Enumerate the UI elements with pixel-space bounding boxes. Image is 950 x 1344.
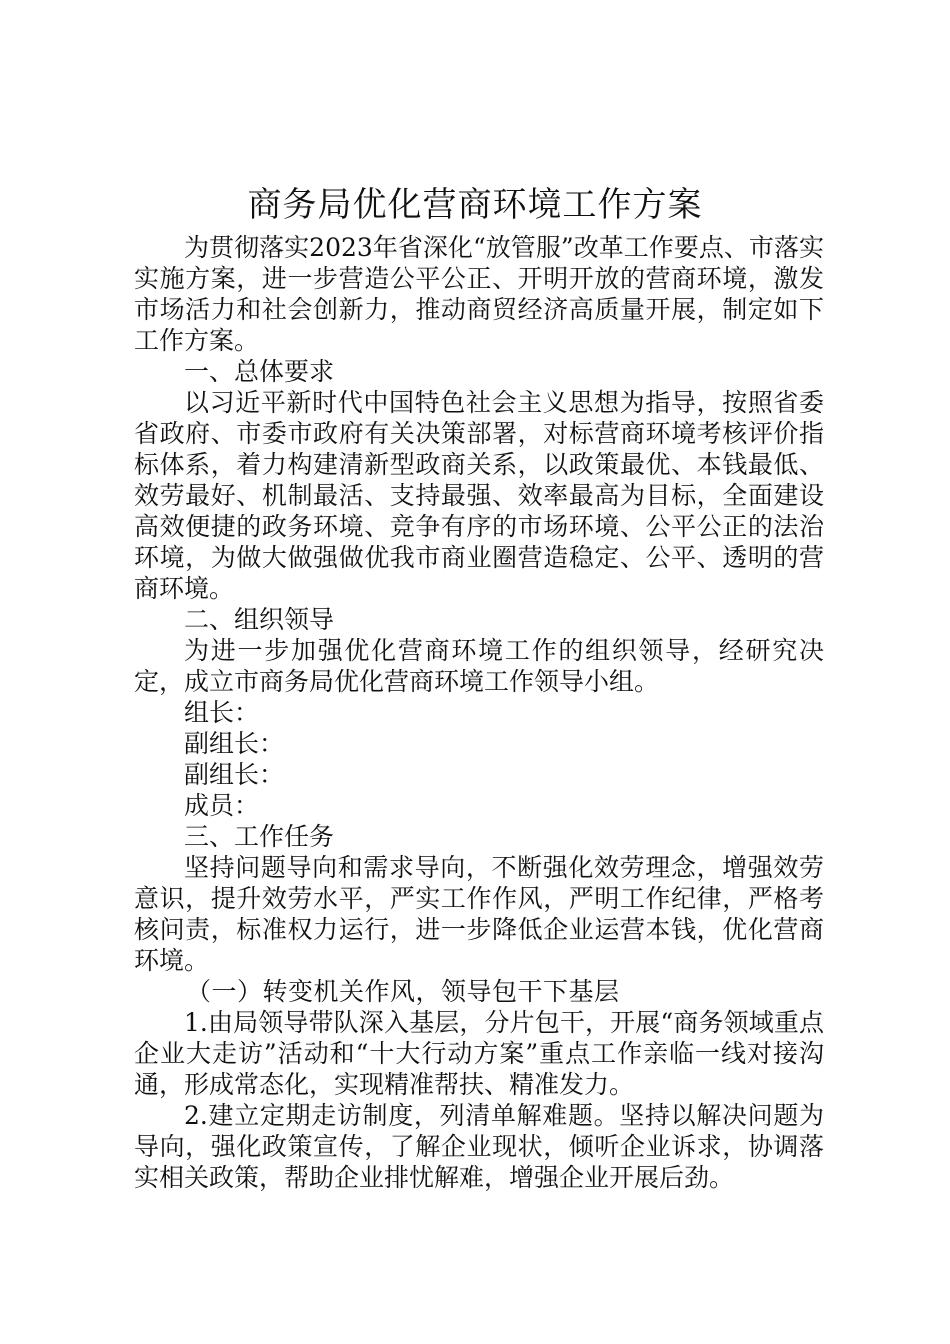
intro-paragraph: 为贯彻落实2023年省深化“放管服”改革工作要点、市落实实施方案，进一步营造公平公正、开明开放的营商环境，激发市场活力和社会创新力，推动商贸经济高质量开展，制定如下工作方案。 <box>134 233 824 355</box>
general-requirements-paragraph: 以习近平新时代中国特色社会主义思想为指导，按照省委省政府、市委市政府有关决策部署，对标营商环境考核评价指标体系，着力构建清新型政商关系，以政策最优、本钱最低、效劳最好、机制最活、支持最强、效率最高为目标，全面建设高效便捷的政务环境、竞争有序的市场环境、公平公正的法治环境，为做大做强做优我市商业圈营造稳定、公平、透明的营商环境。 <box>134 388 824 603</box>
section-heading-2: 二、组织领导 <box>184 605 335 634</box>
document-body <box>134 232 824 1193</box>
subsection-heading-1: （一）转变机关作风，领导包干下基层 <box>186 977 620 1006</box>
organization-paragraph: 为进一步加强优化营商环境工作的组织领导，经研究决定，成立市商务局优化营商环境工作领导小组。 <box>134 636 824 696</box>
members-label: 成员： <box>184 791 260 820</box>
leader-label: 组长： <box>184 698 260 727</box>
task-item-1: 1.由局领导带队深入基层，分片包干，开展“商务领域重点企业大走访”活动和“十大行动方案”重点工作亲临一线对接沟通，形成常态化，实现精准帮扶、精准发力。 <box>134 1008 824 1099</box>
task-item-2: 2.建立定期走访制度，列清单解难题。坚持以解决问题为导向，强化政策宣传，了解企业现状，倾听企业诉求，协调落实相关政策，帮助企业排忧解难，增强企业开展后劲。 <box>134 1101 824 1192</box>
section-heading-1: 一、总体要求 <box>184 357 335 386</box>
document-title: 商务局优化营商环境工作方案 <box>247 185 703 225</box>
tasks-paragraph: 坚持问题导向和需求导向，不断强化效劳理念，增强效劳意识，提升效劳水平，严实工作作风，严明工作纪律，严格考核问责，标准权力运行，进一步降低企业运营本钱，优化营商环境。 <box>134 853 824 975</box>
deputy-leader-label-2: 副组长： <box>184 760 285 789</box>
section-heading-3: 三、工作任务 <box>184 822 335 851</box>
deputy-leader-label-1: 副组长： <box>184 729 285 758</box>
